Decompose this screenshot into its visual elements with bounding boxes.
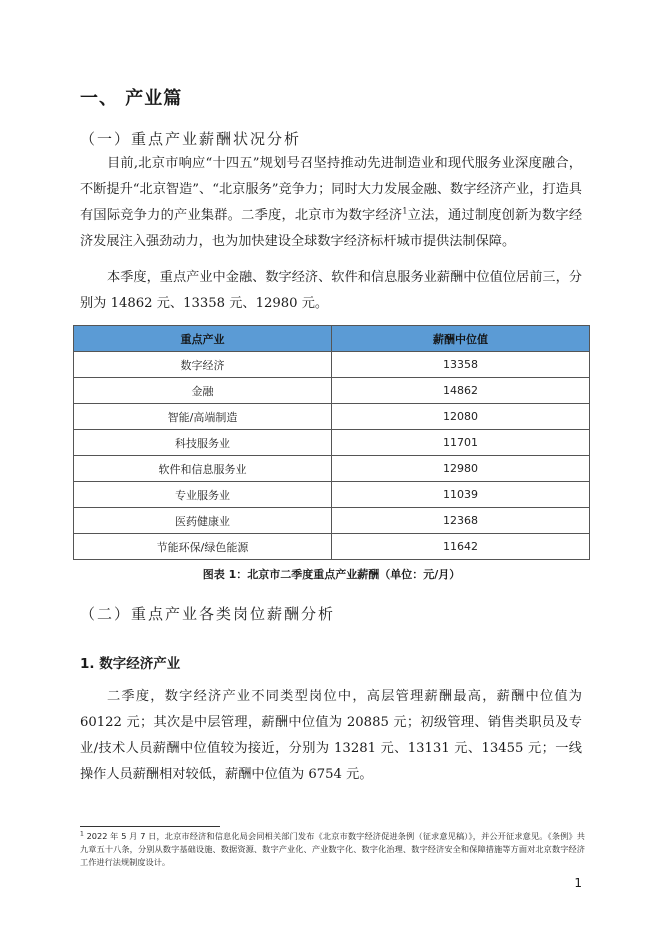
table-row [74, 404, 590, 430]
cell-industry: 金融 [74, 378, 332, 404]
subsection-title-job-salary: （二）重点产业各类岗位薪酬分析 [80, 605, 336, 623]
cell-industry: 智能/高端制造 [74, 404, 332, 430]
cell-industry: 专业服务业 [74, 482, 332, 508]
digital-economy-paragraph: 二季度，数字经济产业不同类型岗位中，高层管理薪酬最高，薪酬中位值为 60122 元；其次是中层管理，薪酬中位值为 20885 元；初级管理、销售类职员及专业/技术人员薪酬中位值较为接近，分别为 13281 元、13131 元、13455 元；一线操作人员薪酬相对较低，薪酬中位值为 6754 元。 [80, 689, 582, 782]
cell-median-salary: 12368 [332, 508, 590, 534]
cell-median-salary: 14862 [332, 378, 590, 404]
table-row [74, 534, 590, 560]
cell-median-salary: 12980 [332, 456, 590, 482]
footnote [80, 830, 585, 869]
cell-median-salary: 13358 [332, 352, 590, 378]
table-row [74, 430, 590, 456]
cell-industry: 医药健康业 [74, 508, 332, 534]
footnote-divider [80, 826, 220, 827]
footnote-text: 2022 年 5 月 7 日，北京市经济和信息化局会同相关部门发布《北京市数字经济促进条例（征求意见稿）》，并公开征求意见。《条例》共九章五十八条，分别从数字基础设施、数据资源、数字产业化、产业数字化、数字化治理、数字经济安全和保障措施等方面对北京数字经济工作进行法规制度设计。 [80, 831, 585, 867]
table-row [74, 508, 590, 534]
intro-text-part2: 立法，通过制度创新为数字经济发展注入强劲动力，也为加快建设全球数字经济标杆城市提供法制保障。 [80, 208, 583, 249]
cell-industry: 软件和信息服务业 [74, 456, 332, 482]
cell-industry: 节能环保/绿色能源 [74, 534, 332, 560]
cell-median-salary: 11642 [332, 534, 590, 560]
table-row [74, 482, 590, 508]
cell-median-salary: 11701 [332, 430, 590, 456]
intro-text-part1: 目前,北京市响应“十四五”规划号召坚持推动先进制造业和现代服务业深度融合，不断提升“北京智造”、“北京服务”竞争力；同时大力发展金融、数字经济产业，打造具有国际竞争力的产业集群。二季度，北京市为数字经济 [80, 156, 582, 223]
cell-industry: 数字经济 [74, 352, 332, 378]
column-header-median-salary: 薪酬中位值 [332, 326, 590, 352]
industry-salary-table [73, 325, 590, 560]
column-header-industry: 重点产业 [74, 326, 332, 352]
page-number: 1 [574, 876, 582, 890]
footnote-reference[interactable]: 1 [402, 206, 408, 216]
table-row [74, 456, 590, 482]
cell-industry: 科技服务业 [74, 430, 332, 456]
table-row [74, 352, 590, 378]
heading-digital-economy: 1. 数字经济产业 [80, 656, 181, 672]
table-header-row [74, 326, 590, 352]
section-title: 一、 产业篇 [80, 88, 183, 109]
subsection-title-key-industry-salary: （一）重点产业薪酬状况分析 [80, 130, 302, 148]
table-row [74, 378, 590, 404]
summary-paragraph: 本季度，重点产业中金融、数字经济、软件和信息服务业薪酬中位值位居前三，分别为 14862 元、13358 元、12980 元。 [80, 270, 582, 311]
footnote-mark: 1 [80, 830, 84, 838]
cell-median-salary: 12080 [332, 404, 590, 430]
cell-median-salary: 11039 [332, 482, 590, 508]
table-caption: 图表 1：北京市二季度重点产业薪酬（单位：元/月） [202, 568, 461, 581]
intro-paragraph [80, 151, 582, 255]
